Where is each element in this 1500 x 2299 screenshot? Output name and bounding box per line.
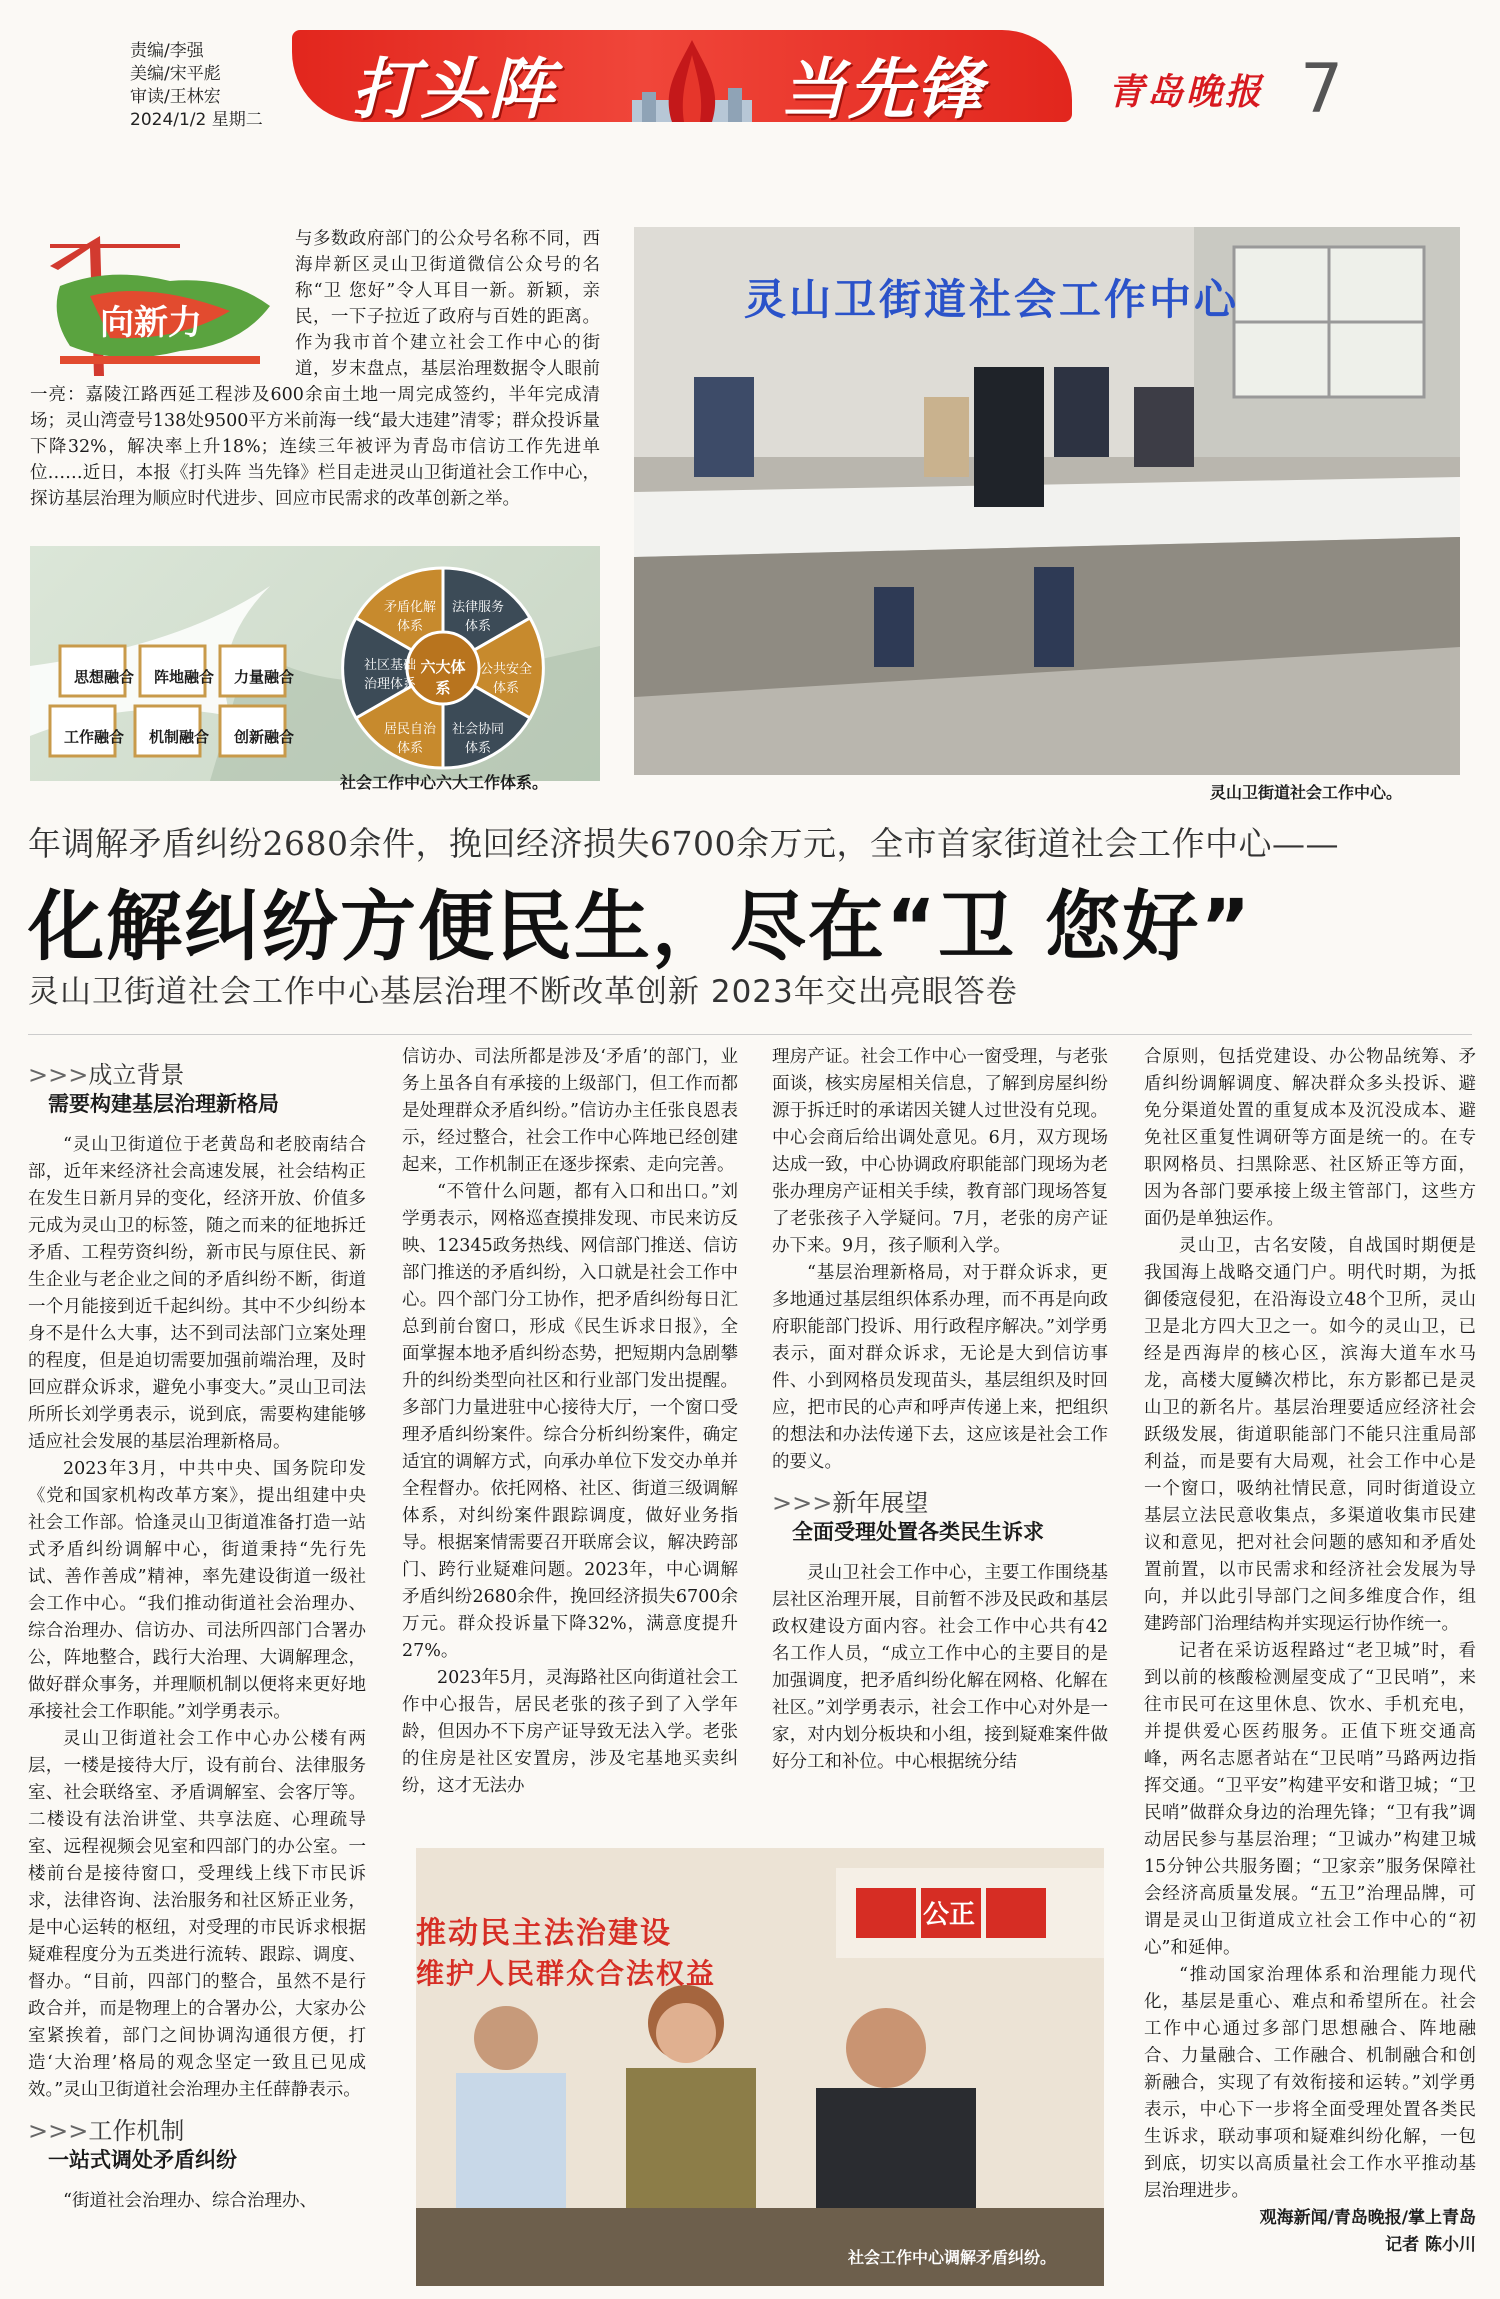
section-subtitle: 全面受理处置各类民生诉求 bbox=[792, 1520, 1044, 1544]
paragraph: 信访办、司法所都是涉及‘矛盾’的部门，业务上虽各自有承接的上级部门，但工作而都是处理群众矛盾纠纷。”信访办主任张良恩表示，经过整合，社会工作中心阵地已经创建起来，工作机制正在逐步探索、走向完善。 bbox=[402, 1047, 738, 1175]
new-force-badge-icon bbox=[30, 226, 278, 376]
section-subtitle: 一站式调处矛盾纠纷 bbox=[48, 2148, 237, 2172]
divider bbox=[28, 1034, 1472, 1035]
paragraph: 记者在采访返程路过“老卫城”时，看到以前的核酸检测屋变成了“卫民哨”，来往市民可在这里休息、饮水、手机充电，并提供爱心医药服务。正值下班交通高峰，两名志愿者站在“卫民哨”马路两边指挥交通。“卫平安”构建平安和谐卫城；“卫民哨”做群众身边的治理先锋；“卫有我”调动居民参与基层治理；“卫诚办”构建卫城15分钟公共服务圈；“卫家亲”服务保障社会经济高质量发展。“五卫”治理品牌，可谓是灵山卫街道成立社会工作中心的“初心”和延伸。 bbox=[1144, 1641, 1476, 1958]
service-hall-photo bbox=[634, 227, 1460, 775]
photo2-caption: 社会工作中心调解矛盾纠纷。 bbox=[847, 2248, 1056, 2267]
sub-headline: 灵山卫街道社会工作中心基层治理不断改革创新 2023年交出亮眼答卷 bbox=[28, 974, 1018, 1010]
badge-spacer bbox=[30, 226, 295, 376]
section-title: >>>成立背景 bbox=[28, 1061, 185, 1089]
wheel-item-5: 居民自治体系 bbox=[383, 722, 436, 756]
wall-sign: 灵山卫街道社会工作中心 bbox=[744, 275, 1240, 324]
banner-left-text: 打头阵 bbox=[352, 50, 556, 122]
section-title: >>>新年展望 bbox=[772, 1489, 929, 1517]
paragraph: 2023年3月，中共中央、国务院印发《党和国家机构改革方案》，提出组建中央社会工作部。恰逢灵山卫街道准备打造一站式矛盾纠纷调解中心，街道秉持“先行先试、善作善成”精神，率先建设街道一级社会工作中心。“我们推动街道社会治理办、综合治理办、信访办、司法所四部门合署办公，阵地整合，践行大治理、大调解理念，做好群众事务，并理顺机制以便将来更好地承接社会工作职能。”刘学勇表示。 bbox=[28, 1459, 366, 1722]
paragraph: 灵山卫社会工作中心，主要工作围绕基层社区治理开展，目前暂不涉及民政和基层政权建设方面内容。社会工作中心共有42名工作人员，“成立工作中心的主要目的是加强调度，把矛盾纠纷化解在网格、化解在社区。”刘学勇表示，社会工作中心对外是一家，对内划分板块和小组，接到疑难案件做好分工和补位。中心根据统分结 bbox=[772, 1563, 1108, 1772]
editor-line: 责编/李强 bbox=[130, 41, 204, 61]
paragraph: “推动国家治理体系和治理能力现代化，基层是重心、难点和希望所在。社会工作中心通过多部门思想融合、阵地融合、力量融合、工作融合、机制融合和创新融合，实现了有效衔接和运转。”刘学勇表示，中心下一步将全面受理处置各类民生诉求，联动事项和疑难纠纷化解，一包到底，切实以高质量社会工作水平推动基层治理进步。 bbox=[1144, 1965, 1476, 2201]
mediation-photo bbox=[416, 1848, 1104, 2286]
article-column-3 bbox=[772, 1044, 1108, 1776]
section-subtitle: 需要构建基层治理新格局 bbox=[48, 1092, 279, 1116]
newspaper-name: 青岛晚报 bbox=[1108, 71, 1265, 113]
wheel-center: 六大体系 bbox=[420, 658, 466, 697]
paragraph: 理房产证。社会工作中心一窗受理，与老张面谈，核实房屋相关信息，了解到房屋纠纷源于拆迁时的承诺因关键人过世没有兑现。中心会商后给出调处意见。6月，双方现场达成一致，中心协调政府职能部门现场为老张办理房产证相关手续，教育部门现场答复了老张孩子入学疑问。7月，老张的房产证办下来。9月，孩子顺利入学。 bbox=[772, 1047, 1108, 1256]
wall-slogan-2: 维护人民群众合法权益 bbox=[416, 1957, 717, 1990]
left-item-6: 创新融合 bbox=[234, 728, 295, 746]
page-number: 7 bbox=[1300, 50, 1344, 129]
left-item-5: 机制融合 bbox=[149, 728, 210, 746]
paragraph: 2023年5月，灵海路社区向街道社会工作中心报告，居民老张的孩子到了入学年龄，但因办不下房产证导致无法入学。老张的住房是社区安置房，涉及宅基地买卖纠纷，这才无法办 bbox=[402, 1668, 738, 1796]
left-item-3: 力量融合 bbox=[234, 668, 295, 686]
paragraph: 灵山卫街道社会工作中心办公楼有两层，一楼是接待大厅，设有前台、法律服务室、社会联络室、矛盾调解室、会客厅等。二楼设有法治讲堂、共享法庭、心理疏导室、远程视频会见室和四部门的办公室。一楼前台是接待窗口，受理线上线下市民诉求，法律咨询、法治服务和社区矫正业务，是中心运转的枢纽，对受理的市民诉求根据疑难程度分为五类进行流转、跟踪、调度、督办。“目前，四部门的整合，虽然不是行政合并，而是物理上的合署办公，大家办公室紧挨着，部门之间协调沟通很方便，打造‘大治理’格局的观念坚定一致且已见成效。”灵山卫街道社会治理办主任薛静表示。 bbox=[28, 1729, 366, 2100]
paragraph: 合原则，包括党建设、办公物品统筹、矛盾纠纷调解调度、解决群众多头投诉、避免分渠道处置的重复成本及沉没成本、避免社区重复性调研等方面是统一的。在专职网格员、扫黑除恶、社区矫正等方面，因为各部门要承接上级主管部门，这些方面仍是单独运作。 bbox=[1144, 1047, 1476, 1229]
wheel-item-2: 法律服务体系 bbox=[451, 600, 504, 634]
paragraph: “基层治理新格局，对于群众诉求，更多地通过基层组织体系办理，而不再是向政府职能部门投诉、用行政程序解决。”刘学勇表示，面对群众诉求，无论是大到信访事件、小到网格员发现苗头，基层组织及时回应，把市民的心声和呼声传递上来，把组织的想法和办法传递下去，这应该是社会工作的要义。 bbox=[772, 1263, 1108, 1472]
column-banner bbox=[292, 30, 1072, 122]
byline: 观海新闻/青岛晚报/掌上青岛 记者 陈小川 bbox=[1259, 2208, 1476, 2255]
photo1-caption: 灵山卫街道社会工作中心。 bbox=[1210, 783, 1403, 802]
article-column-2 bbox=[402, 1044, 738, 1800]
paragraph: 灵山卫，古名安陵，自战国时期便是我国海上战略交通门户。明代时期，为抵御倭寇侵犯，在沿海设立48个卫所，灵山卫是北方四大卫之一。如今的灵山卫，已经是西海岸的核心区，滨海大道车水马龙，高楼大厦鳞次栉比，东方影都已是灵山卫的新名片。基层治理要适应经济社会跃级发展，街道职能部门不能只注重局部利益，而是要有大局观，社会工作中心是一个窗口，吸纳社情民意，同时街道设立基层立法民意收集点，多渠道收集市民建议和意见，把对社会问题的感知和矛盾处置前置，以市民需求和经济社会发展为导向，并以此引导部门之间多维度合作，组建跨部门治理结构并实现运行协作统一。 bbox=[1144, 1236, 1476, 1634]
paragraph: “不管什么问题，都有入口和出口。”刘学勇表示，网格巡查摸排发现、市民来访反映、12345政务热线、网信部门推送、信访部门推送的矛盾纠纷，入口就是社会工作中心。四个部门分工协作，把矛盾纠纷每日汇总到前台窗口，形成《民生诉求日报》，全面掌握本地矛盾纠纷态势，把短期内急剧攀升的纠纷类型向社区和行业部门发出提醒。多部门力量进驻中心接待大厅，一个窗口受理矛盾纠纷案件。综合分析纠纷案件，确定适宜的调解方式，向承办单位下发交办单并全程督办。依托网格、社区、街道三级调解体系，对纠纷案件跟踪调度，做好业务指导。根据案情需要召开联席会议，解决跨部门、跨行业疑难问题。2023年，中心调解矛盾纠纷2680余件，挽回经济损失6700余万元。群众投诉量下降32%，满意度提升27%。 bbox=[402, 1182, 738, 1661]
wheel-item-3: 公共安全体系 bbox=[479, 662, 532, 696]
section-title: >>>工作机制 bbox=[28, 2117, 185, 2145]
left-item-4: 工作融合 bbox=[64, 728, 125, 746]
wheel-item-6: 社区基础治理体系 bbox=[363, 658, 416, 692]
wall-sign: 公正 bbox=[923, 1900, 976, 1930]
may-fourth-monument-icon bbox=[632, 30, 752, 122]
article-column-4 bbox=[1144, 1044, 1476, 2259]
intro-text: 与多数政府部门的公众号名称不同，西海岸新区灵山卫街道微信公众号的名称“卫 您好”令人耳目一新。新颖，亲民，一下子拉近了政府与百姓的距离。作为我市首个建立社会工作中心的街道，岁末盘点，基层治理数据令人眼前一亮：嘉陵江路西延工程涉及600余亩土地一周完成签约，半年完成清场；灵山湾壹号138处9500平方米前海一线“最大违建”清零；群众投诉量下降32%，解决率上升18%；连续三年被评为青岛市信访工作先进单位……近日，本报《打头阵 当先锋》栏目走进灵山卫街道社会工作中心，探访基层治理为顺应时代进步、回应市民需求的改革创新之举。 bbox=[30, 229, 600, 509]
editor-line: 审读/王林宏 bbox=[130, 87, 221, 107]
paragraph: “街道社会治理办、综合治理办、 bbox=[63, 2191, 317, 2211]
editor-line: 美编/宋平彪 bbox=[130, 64, 221, 84]
banner-right-text: 当先锋 bbox=[780, 50, 984, 122]
left-item-1: 思想融合 bbox=[74, 668, 135, 686]
editor-credits bbox=[130, 40, 263, 132]
article-column-1 bbox=[28, 1056, 366, 2215]
main-headline: 化解纠纷方便民生，尽在“卫 您好” bbox=[28, 882, 1253, 971]
issue-date: 2024/1/2 星期二 bbox=[130, 110, 263, 130]
wall-slogan-1: 推动民主法治建设 bbox=[416, 1916, 672, 1951]
wheel-item-4: 社会协同体系 bbox=[451, 722, 504, 756]
headline-kicker: 年调解矛盾纠纷2680余件，挽回经济损失6700余万元，全市首家街道社会工作中心—— bbox=[28, 824, 1339, 863]
badge-text: 向新力 bbox=[100, 303, 202, 343]
paragraph: “灵山卫街道位于老黄岛和老胶南结合部，近年来经济社会高速发展，社会结构正在发生日新月异的变化，经济开放、价值多元成为灵山卫的标签，随之而来的征地拆迁矛盾、工程劳资纠纷，新市民与原住民、新生企业与老企业之间的矛盾纠纷不断，街道一个月能接到近千起纠纷。其中不少纠纷本身不是什么大事，达不到司法部门立案处理的程度，但是迫切需要加强前端治理，及时回应群众诉求，避免小事变大。”灵山卫司法所所长刘学勇表示，说到底，需要构建能够适应社会发展的基层治理新格局。 bbox=[28, 1135, 366, 1452]
left-item-2: 阵地融合 bbox=[154, 668, 215, 686]
intro-paragraph bbox=[30, 226, 600, 512]
six-systems-diagram bbox=[30, 546, 600, 781]
diagram-caption: 社会工作中心六大工作体系。 bbox=[340, 773, 549, 792]
wheel-item-1: 矛盾化解体系 bbox=[383, 600, 436, 634]
